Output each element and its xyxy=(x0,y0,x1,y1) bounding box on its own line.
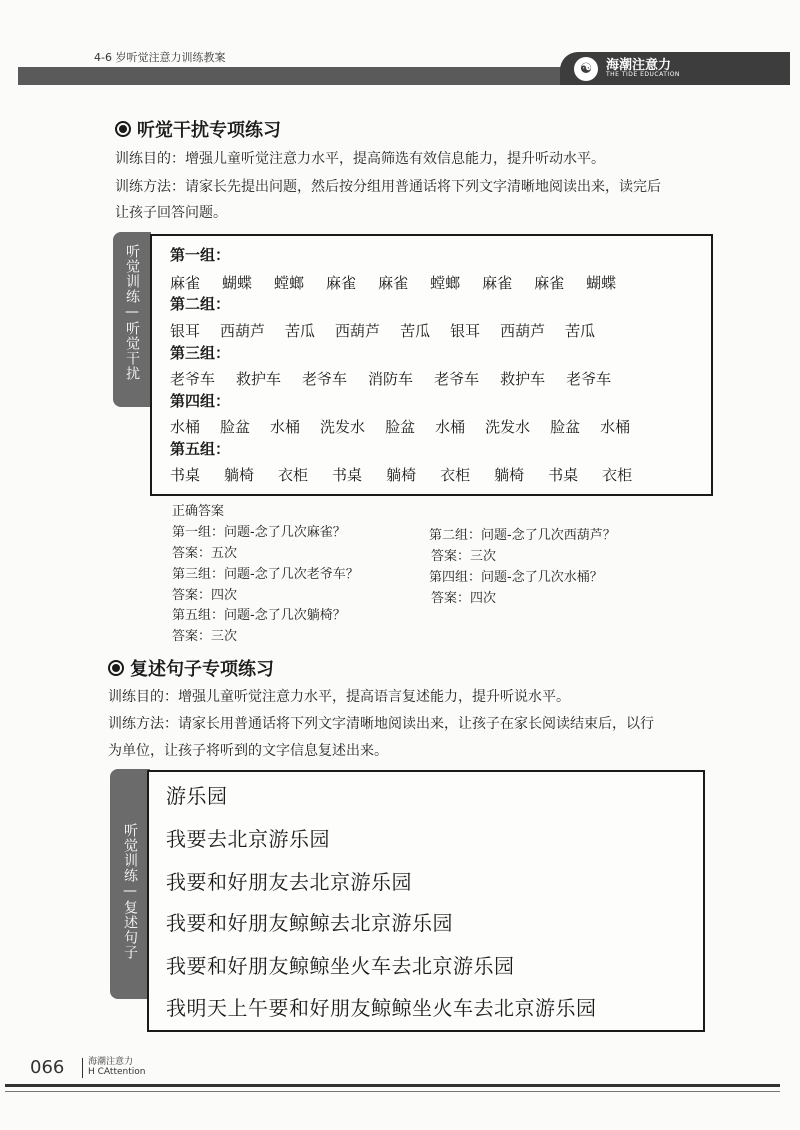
group-word: 脸盆 xyxy=(385,418,416,436)
group-word: 螳螂 xyxy=(274,274,305,292)
brand-name: 海潮注意力 xyxy=(606,57,672,73)
group-word: 救护车 xyxy=(236,370,282,388)
group-word: 水桶 xyxy=(270,418,301,436)
group-word: 麻雀 xyxy=(170,274,201,292)
answers-heading: 正确答案 xyxy=(172,504,225,519)
group-word: 麻雀 xyxy=(326,274,357,292)
group-word: 苦瓜 xyxy=(565,322,596,340)
bullet-icon xyxy=(115,121,131,137)
group4-label: 第四组： xyxy=(170,392,231,410)
section1-method-line1: 训练方法：请家长先提出问题，然后按分组用普通话将下列文字清晰地阅读出来，读完后 xyxy=(115,179,661,195)
footer-divider xyxy=(82,1058,83,1078)
section2-title: 复述句子专项练习 xyxy=(108,655,274,681)
section1-purpose: 训练目的：增强儿童听觉注意力水平，提高筛选有效信息能力，提升听动水平。 xyxy=(115,151,605,167)
section2-method-line2: 为单位，让孩子将听到的文字信息复述出来。 xyxy=(108,743,388,759)
footer-brand-cn: 海潮注意力 xyxy=(88,1057,134,1067)
sentence-5: 我要和好朋友鲸鲸坐火车去北京游乐园 xyxy=(166,954,515,978)
group-word: 西葫芦 xyxy=(220,322,266,340)
answer-right-4: 答案：四次 xyxy=(431,591,497,606)
group-word: 麻雀 xyxy=(378,274,409,292)
group5-words xyxy=(170,464,632,485)
section2-purpose: 训练目的：增强儿童听觉注意力水平，提高语言复述能力，提升听说水平。 xyxy=(108,689,570,705)
group-word: 书桌 xyxy=(548,466,579,484)
answer-left-4: 答案：四次 xyxy=(172,588,238,603)
section2-side-tab: 听觉训练—复述句子 xyxy=(110,769,150,999)
group-word: 蝴蝶 xyxy=(222,274,253,292)
group-word: 蝴蝶 xyxy=(586,274,617,292)
group2-words xyxy=(170,320,595,341)
footer-rule xyxy=(5,1084,780,1087)
brand-tagline: THE TIDE EDUCATION xyxy=(606,71,680,79)
group-word: 苦瓜 xyxy=(400,322,431,340)
group-word: 水桶 xyxy=(600,418,631,436)
answer-left-5: 第五组：问题-念了几次躺椅？ xyxy=(172,608,346,623)
answer-left-6: 答案：三次 xyxy=(172,629,238,644)
group3-words xyxy=(170,368,611,389)
group-word: 西葫芦 xyxy=(500,322,546,340)
section2-method-line1: 训练方法：请家长用普通话将下列文字清晰地阅读出来，让孩子在家长阅读结束后，以行 xyxy=(108,716,654,732)
brand-logo-icon: ☯ xyxy=(574,57,598,81)
group-word: 麻雀 xyxy=(482,274,513,292)
group-word: 银耳 xyxy=(170,322,201,340)
bullet-icon xyxy=(108,660,124,676)
group-word: 衣柜 xyxy=(602,466,633,484)
group-word: 老爷车 xyxy=(434,370,480,388)
page-number: 066 xyxy=(30,1057,65,1078)
group-word: 躺椅 xyxy=(494,466,525,484)
footer-brand-en: H CAttention xyxy=(88,1067,146,1077)
group-word: 银耳 xyxy=(450,322,481,340)
group-word: 躺椅 xyxy=(224,466,255,484)
sentence-2: 我要去北京游乐园 xyxy=(166,827,330,851)
answer-right-3: 第四组：问题-念了几次水桶？ xyxy=(429,570,603,585)
sentence-1: 游乐园 xyxy=(166,784,228,808)
group3-label: 第三组： xyxy=(170,344,231,362)
answer-right-2: 答案：三次 xyxy=(431,549,497,564)
group-word: 消防车 xyxy=(368,370,414,388)
group2-label: 第二组： xyxy=(170,295,231,313)
answer-left-1: 第一组：问题-念了几次麻雀？ xyxy=(172,525,346,540)
group-word: 洗发水 xyxy=(485,418,531,436)
sentence-4: 我要和好朋友鲸鲸去北京游乐园 xyxy=(166,911,453,935)
footer-rule-thin xyxy=(5,1091,780,1092)
answer-left-3: 第三组：问题-念了几次老爷车？ xyxy=(172,567,359,582)
group-word: 救护车 xyxy=(500,370,546,388)
group1-label: 第一组： xyxy=(170,246,231,264)
group-word: 老爷车 xyxy=(302,370,348,388)
group-word: 书桌 xyxy=(332,466,363,484)
sentence-6: 我明天上午要和好朋友鲸鲸坐火车去北京游乐园 xyxy=(166,996,597,1020)
footer-brand xyxy=(88,1057,145,1077)
group-word: 螳螂 xyxy=(430,274,461,292)
group-word: 苦瓜 xyxy=(285,322,316,340)
group-word: 脸盆 xyxy=(220,418,251,436)
group-word: 水桶 xyxy=(170,418,201,436)
answer-right-1: 第二组：问题-念了几次西葫芦？ xyxy=(429,528,616,543)
group-word: 老爷车 xyxy=(170,370,216,388)
group-word: 洗发水 xyxy=(320,418,366,436)
group-word: 水桶 xyxy=(435,418,466,436)
group-word: 躺椅 xyxy=(386,466,417,484)
group-word: 麻雀 xyxy=(534,274,565,292)
group-word: 老爷车 xyxy=(566,370,612,388)
header-title: 4-6 岁听觉注意力训练教案 xyxy=(94,51,226,64)
group-word: 脸盆 xyxy=(550,418,581,436)
section1-method-line2: 让孩子回答问题。 xyxy=(115,205,227,221)
section1-side-tab: 听觉训练—听觉干扰 xyxy=(113,232,151,407)
header-brand xyxy=(560,52,790,85)
group-word: 书桌 xyxy=(170,466,201,484)
group1-words xyxy=(170,272,616,293)
header-bar xyxy=(18,67,618,85)
group-word: 西葫芦 xyxy=(335,322,381,340)
group-word: 衣柜 xyxy=(440,466,471,484)
answer-left-2: 答案：五次 xyxy=(172,546,238,561)
group5-label: 第五组： xyxy=(170,440,231,458)
sentence-3: 我要和好朋友去北京游乐园 xyxy=(166,870,412,894)
group-word: 衣柜 xyxy=(278,466,309,484)
section1-title: 听觉干扰专项练习 xyxy=(115,116,281,142)
group4-words xyxy=(170,416,630,437)
